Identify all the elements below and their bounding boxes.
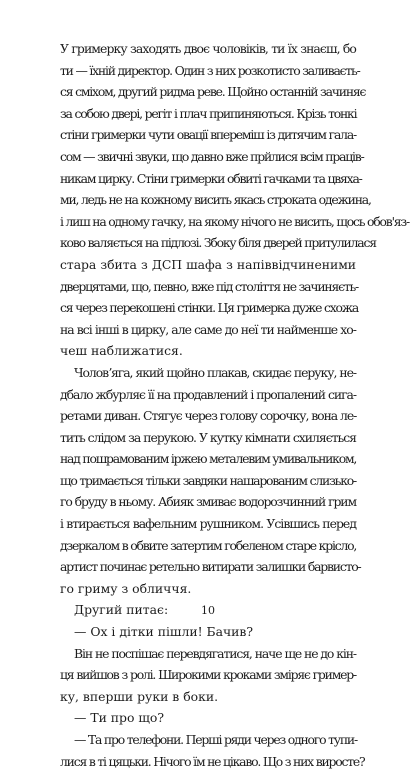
- text-line: го гриму з обличчя.: [60, 580, 192, 596]
- text-line: за собою двері, регіт і плач припиняються. Крізь тонкі: [60, 105, 357, 121]
- text-line: ково валяється на підлозі. Збоку біля дверей притулилася: [60, 235, 376, 251]
- page-number: 10: [201, 604, 215, 617]
- text-line: — Та про телефони. Перші ряди через одного тупи-: [74, 732, 357, 747]
- text-line: — Ти про що?: [74, 710, 165, 726]
- text-line: ця вийшов з ролі. Широкими кроками зміряє гример-: [60, 667, 356, 683]
- text-line: Чоловʼяга, який щойно плакав, скидає перуку, не-: [74, 364, 356, 380]
- text-line: стара збита з ДСП шафа з напіввідчиненими: [60, 256, 356, 272]
- text-line: ретами диван. Стягує через голову сорочку, вона ле-: [60, 408, 357, 424]
- text-line: ку, вперши руки в боки.: [60, 688, 219, 704]
- text-line: тить слідом за перукою. У кутку кімнати схиляється: [60, 429, 356, 445]
- text-line: і лиш на одному гачку, на якому нічого не висить, щось обов'яз-: [60, 213, 409, 229]
- text-line: Другий питає:: [74, 602, 169, 618]
- text-line: го бруду в ньому. Абияк змиває водорозчинний грим: [60, 494, 356, 510]
- text-line: чеш наближатися.: [60, 343, 183, 359]
- text-line: никам цирку. Стіни гримерки обвиті гачками та цвяха-: [60, 170, 362, 186]
- text-line: на всі інші в цирку, але саме до неї ти найменше хо-: [60, 321, 356, 337]
- text-line: ся через перекошені стінки. Ця гримерка дуже схожа: [60, 300, 359, 316]
- text-line: сом — звичні звуки, що давно вже прйлися всім праців-: [60, 148, 364, 164]
- text-line: Він не поспішає перевдягатися, наче ще не до кін-: [74, 645, 356, 661]
- text-line: — Ох і дітки пішли! Бачив?: [74, 624, 254, 640]
- text-line: стіни гримерки чути овації впереміш із дитячим гала-: [60, 127, 356, 143]
- page-text: [60, 38, 409, 772]
- text-line: дверцятами, що, певно, вже під століття не зачиняєть-: [60, 278, 359, 294]
- text-line: дбало жбурляє її на продавлений і пропалений сига-: [60, 386, 356, 402]
- text-line: У гримерку заходять двоє чоловіків, ти їх знаєш, бо: [60, 41, 356, 56]
- text-line: дзеркалом в обвите затертим гобеленом старе крісло,: [60, 537, 357, 553]
- text-line: лися в ті цяцьки. Нічого їм не цікаво. Що з них виросте?: [60, 753, 365, 769]
- text-line: ся сміхом, другий ридма реве. Щойно останній зачиняє: [60, 84, 366, 100]
- text-line: ти — їхній директор. Один з них розкотисто заливаєть-: [60, 62, 360, 78]
- text-line: що тримається тільки завдяки нашарованим слизько-: [60, 472, 356, 488]
- text-line: артист починає ретельно витирати залишки барвисто-: [60, 559, 361, 575]
- text-line: над пошрамованим іржею металевим умивальником,: [60, 451, 357, 467]
- text-line: ми, ледь не на кожному висить якась строката одежина,: [60, 192, 371, 208]
- text-line: і втирається вафельним рушником. Усівшись перед: [60, 516, 356, 532]
